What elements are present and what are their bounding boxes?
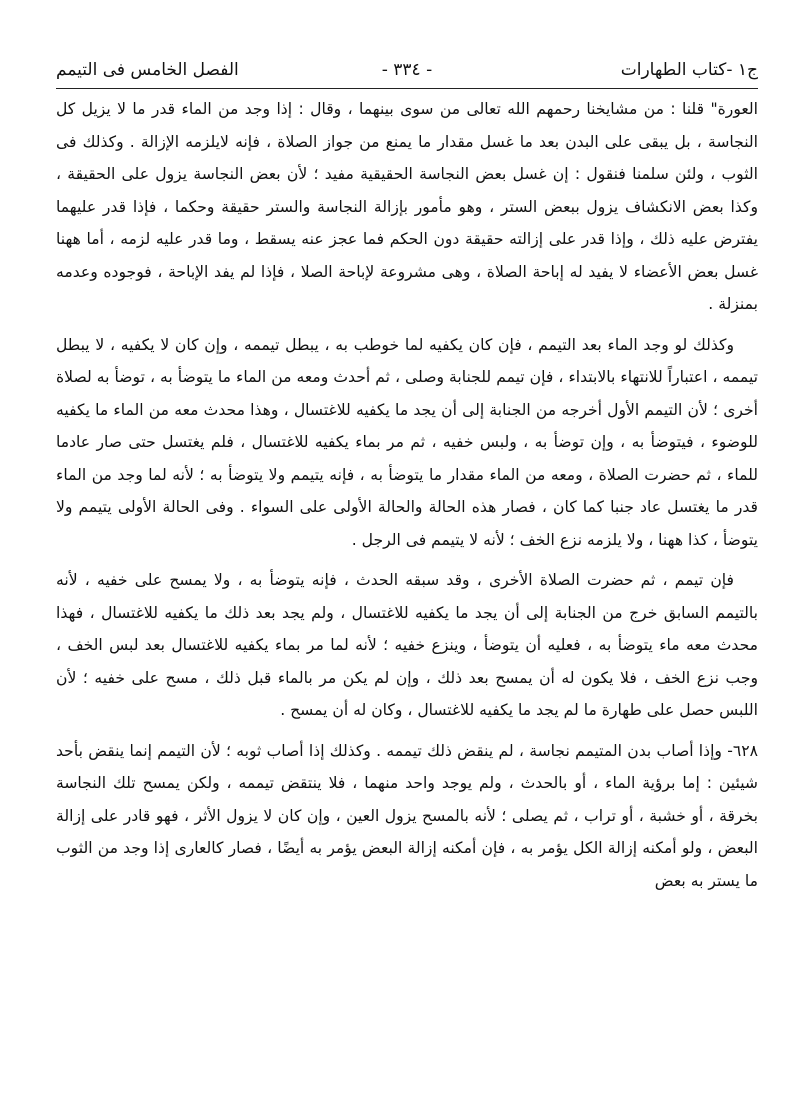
paragraph-3: فإن تيمم ، ثم حضرت الصلاة الأخرى ، وقد سبقه الحدث ، فإنه يتوضأ به ، ولا يمسح على خفيه ، لأنه بالتيمم السابق خرج من الجنابة إلى أن يجد ما يكفيه للاغتسال ، ولم يجد بعد ذلك ما يكفيه للاغتسال ، فهذا محدث معه ماء يتوضأ به ، فعليه أن يتوضأ ، وينزع خفيه ؛ لأنه لما مر بماء يكفيه للاغتسال بعد لبس الخف ، وجب نزع الخف ، فلا يكون له أن يمسح بعد ذلك ، وإن لم يكن مر بالماء قبل ذلك ، مسح على خفيه ؛ لأن اللبس حصل على طهارة ما لم يجد ما يكفيه للاغتسال ، وكان له أن يمسح . xyxy=(56,571,758,719)
paragraph-4: ٦٢٨- وإذا أصاب بدن المتيمم نجاسة ، لم ينقض ذلك تيممه . وكذلك إذا أصاب ثوبه ؛ لأن التيمم إنما ينقض بأحد شيئين : إما برؤية الماء ، أو بالحدث ، ولم يوجد واحد منهما ، فلا ينتقض تيممه ، ولكن يمسح تلك النجاسة بخرقة ، أو خشبة ، أو تراب ، ثم يصلى ؛ لأنه بالمسح يزول العين ، وإن كان لا يزول الأثر ، فهو قادر على إزالة البعض ، ولو أمكنه إزالة الكل يؤمر به ، فإن أمكنه إزالة البعض يؤمر به أيضًا ، فصار كالعارى إذا وجد من الثوب ما يستر به بعض xyxy=(56,741,758,890)
page-body xyxy=(56,93,758,897)
paragraph-1: العورة" قلنا : من مشايخنا رحمهم الله تعالى من سوى بينهما ، وقال : إذا وجد من الماء قدر ما لا يزيل كل النجاسة ، بل يبقى على البدن بعد ما غسل مقدار ما يمنع من جواز الصلاة ، فإنه لايلزمه الإزالة . وكذلك فى الثوب ، ولئن سلمنا فنقول : إن غسل بعض النجاسة الحقيقية مفيد ؛ لأن بعض النجاسة يزول على الحقيقة ، وكذا بعض الانكشاف يزول ببعض الستر ، وهو مأمور بإزالة النجاسة والستر حقيقة وحكما ، فإذا قدر عليهما يفترض عليه ذلك ، وإذا قدر على إزالته حقيقة دون الحكم فما عجز عنه يسقط ، وما قدر عليه لزمه ، أما ههنا غسل بعض الأعضاء لا يفيد له إباحة الصلاة ، وهى مشروعة لإباحة الصلا ، فإذا لم يفد الإباحة ، فوجوده وعدمه بمنزلة . xyxy=(56,100,758,313)
chapter-title: الفصل الخامس فى التيمم xyxy=(56,60,239,80)
book-page xyxy=(56,52,758,897)
page-header xyxy=(56,52,758,89)
volume-book-title: ج١ -كتاب الطهارات xyxy=(620,60,758,80)
page-number: - ٣٣٤ - xyxy=(381,60,433,80)
paragraph-2: وكذلك لو وجد الماء بعد التيمم ، فإن كان يكفيه لما خوطب به ، يبطل تيممه ، وإن كان لا يكفيه ، لا يبطل تيممه ، اعتباراً للانتهاء بالابتداء ، فإن تيمم للجنابة وصلى ، ثم أحدث ومعه من الماء ما يتوضأ به ، توضأ به لصلاة أخرى ؛ لأن التيمم الأول أخرجه من الجنابة إلى أن يجد ما يكفيه للاغتسال ، وهذا محدث معه من الماء ما يكفيه للوضوء ، فيتوضأ به ، وإن توضأ به ، ولبس خفيه ، ثم مر بماء يكفيه للاغتسال ، فلم يغتسل حتى صار عادما للماء ، ثم حضرت الصلاة ، ومعه من الماء مقدار ما يتوضأ به ، فإنه يتيمم ولا يتوضأ به ؛ لأنه لما وجد من الماء قدر ما يغتسل عاد جنبا كما كان ، فصار هذه الحالة والحالة الأولى على السواء . وفى الحالة الأولى يتيمم ولا يتوضأ ، كذا ههنا ، ولا يلزمه نزع الخف ؛ لأنه لا يتيمم فى الرجل . xyxy=(56,335,758,549)
